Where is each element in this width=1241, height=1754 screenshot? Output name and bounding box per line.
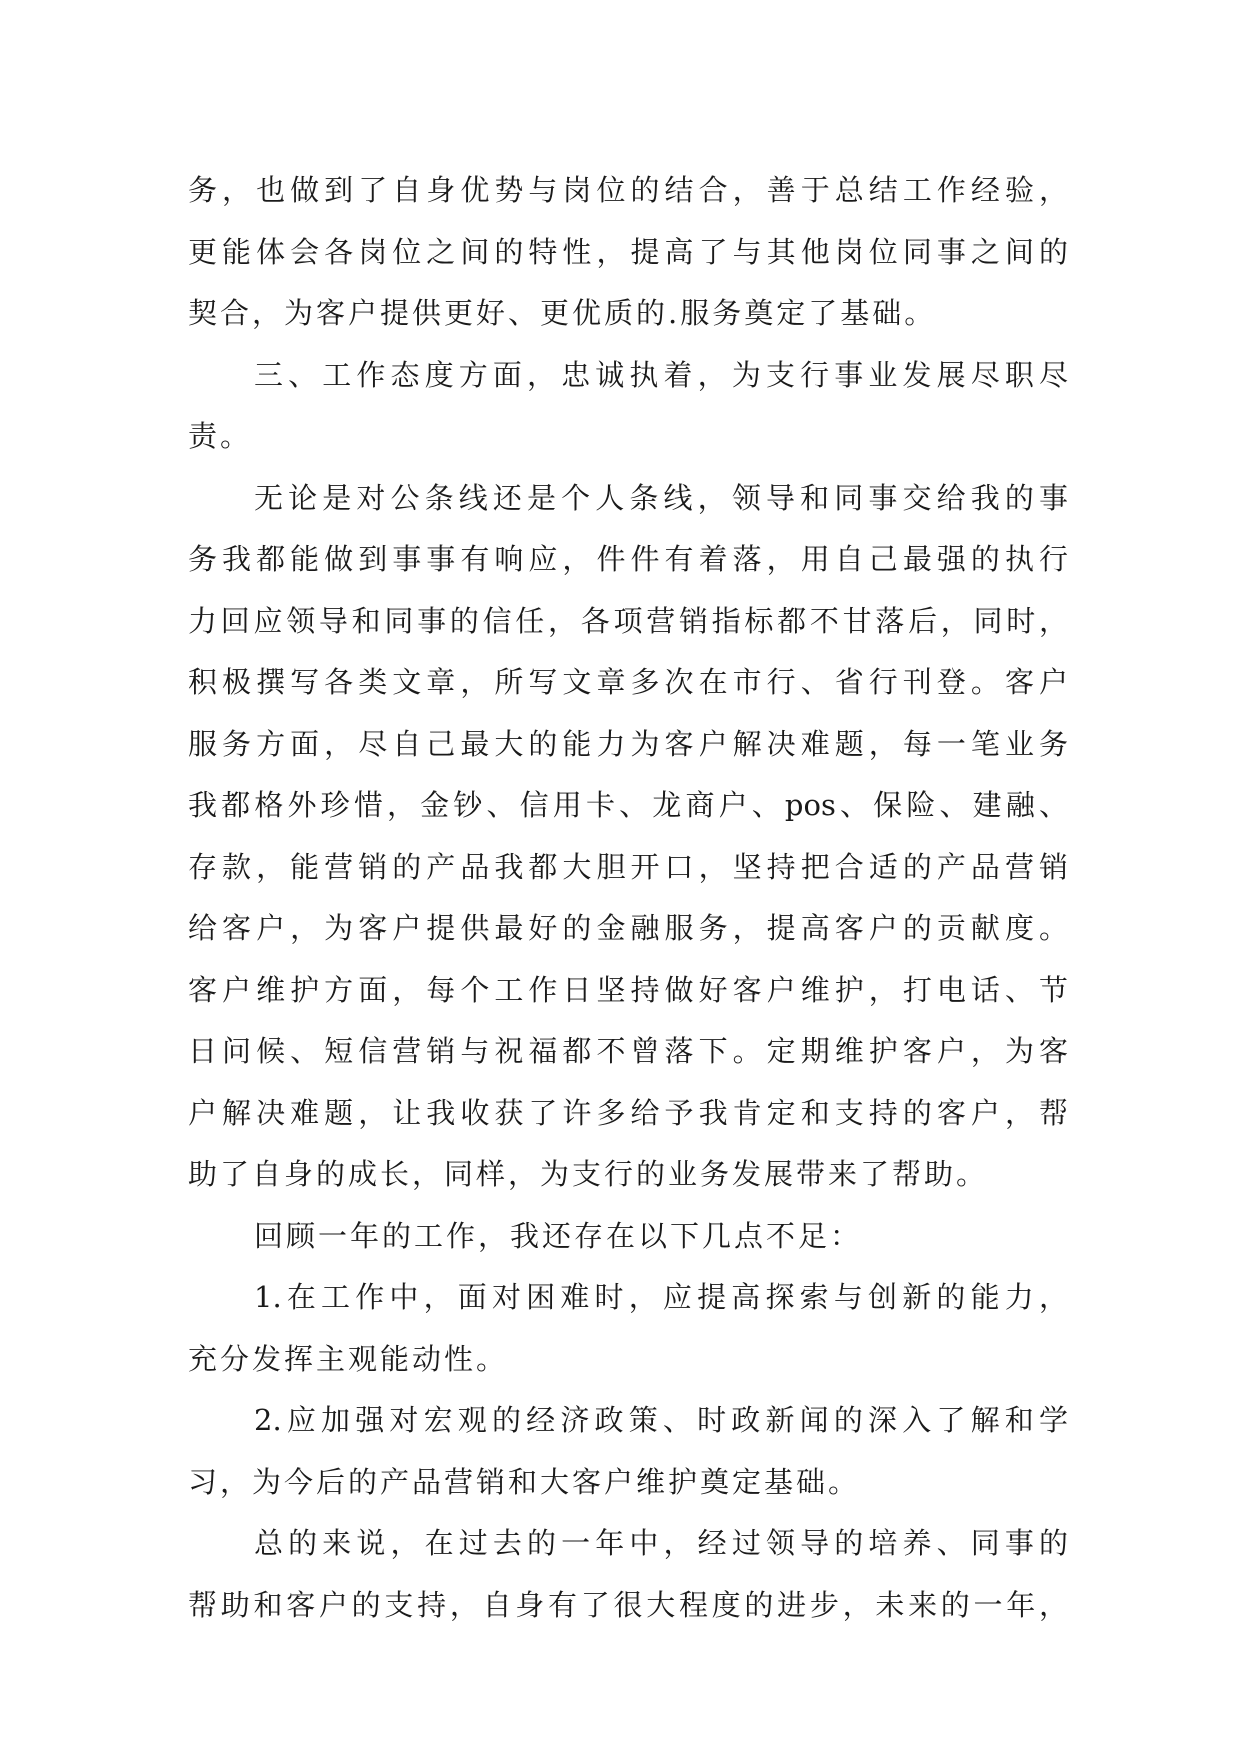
text-line: 回顾一年的工作，我还存在以下几点不足： xyxy=(254,1218,863,1253)
text-line: 三、工作态度方面，忠诚执着，为支行事业发展尽职尽 xyxy=(254,357,1068,392)
text-line: 总的来说，在过去的一年中，经过领导的培养、同事的 xyxy=(254,1526,1068,1560)
text-line: 务我都能做到事事有响应，件件有着落，用自己最强的执行 xyxy=(188,542,1068,576)
text-line: 契合，为客户提供更好、更优质的.服务奠定了基础。 xyxy=(188,296,937,330)
text-line: 习，为今后的产品营销和大客户维护奠定基础。 xyxy=(188,1464,861,1499)
text-line: 日问候、短信营销与祝福都不曾落下。定期维护客户，为客 xyxy=(188,1034,1068,1068)
text-line: 助了自身的成长，同样，为支行的业务发展带来了帮助。 xyxy=(188,1157,989,1191)
text-line: 充分发挥主观能动性。 xyxy=(188,1341,509,1376)
text-line: 帮助和客户的支持，自身有了很大程度的进步，未来的一年， xyxy=(188,1587,1068,1622)
text-line: 力回应领导和同事的信任，各项营销指标都不甘落后，同时， xyxy=(188,603,1068,638)
text-line: 更能体会各岗位之间的特性，提高了与其他岗位同事之间的 xyxy=(188,234,1068,269)
text-line: 1.在工作中，面对困难时，应提高探索与创新的能力， xyxy=(254,1280,1068,1314)
text-line: 客户维护方面，每个工作日坚持做好客户维护，打电话、节 xyxy=(188,972,1068,1007)
text-line: 责。 xyxy=(188,419,253,453)
text-line: 我都格外珍惜，金钞、信用卡、龙商户、pos、保险、建融、 xyxy=(188,788,1068,822)
text-line: 无论是对公条线还是个人条线，领导和同事交给我的事 xyxy=(254,480,1068,515)
text-line: 务，也做到了自身优势与岗位的结合，善于总结工作经验， xyxy=(188,173,1068,207)
text-line: 户解决难题，让我收获了许多给予我肯定和支持的客户，帮 xyxy=(188,1095,1068,1130)
document-body xyxy=(188,160,1068,1636)
text-line: 2.应加强对宏观的经济政策、时政新闻的深入了解和学 xyxy=(254,1403,1068,1437)
text-line: 存款，能营销的产品我都大胆开口，坚持把合适的产品营销 xyxy=(188,849,1068,884)
text-line: 积极撰写各类文章，所写文章多次在市行、省行刊登。客户 xyxy=(188,665,1068,699)
text-line: 给客户，为客户提供最好的金融服务，提高客户的贡献度。 xyxy=(188,911,1068,945)
text-line: 服务方面，尽自己最大的能力为客户解决难题，每一笔业务 xyxy=(188,726,1068,761)
